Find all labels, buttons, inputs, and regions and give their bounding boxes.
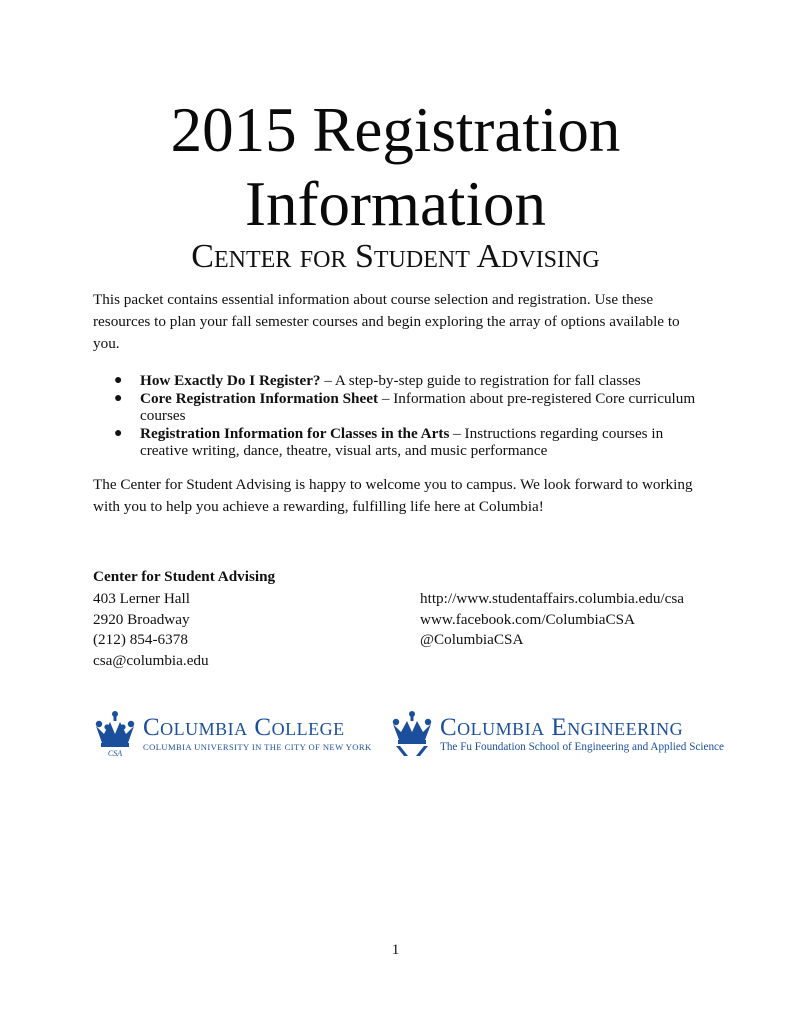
phone-number: (212) 854-6378 <box>93 631 188 648</box>
college-name: Columbia College <box>143 714 345 741</box>
columbia-engineering-logo <box>390 710 724 758</box>
title-line-2: Information <box>245 169 546 239</box>
website-link[interactable]: http://www.studentaffairs.columbia.edu/csa <box>420 590 685 607</box>
engineering-name: Columbia Engineering <box>440 713 684 741</box>
contact-heading: Center for Student Advising <box>93 568 276 585</box>
page-number: 1 <box>391 941 400 958</box>
list-item-title: Core Registration Information Sheet <box>140 390 379 407</box>
twitter-handle: @ColumbiaCSA <box>420 631 524 648</box>
engineering-subtitle: The Fu Foundation School of Engineering and Applied Science <box>440 740 724 753</box>
list-item-title: Registration Information for Classes in the Arts <box>140 425 450 442</box>
facebook-link[interactable]: www.facebook.com/ColumbiaCSA <box>420 610 635 628</box>
list-item-text: – Instructions regarding courses in creative writing, dance, theatre, visual arts, and music performance <box>140 425 664 459</box>
list-item <box>93 372 703 389</box>
document-title <box>0 93 791 241</box>
address-street: 2920 Broadway <box>93 610 190 628</box>
intro-paragraph: This packet contains essential information about course selection and registration. Use these resources to plan your fall semester courses and begin exploring the array of options available to you. <box>93 291 680 352</box>
columbia-college-logo <box>93 710 372 758</box>
bullet-icon: ● <box>114 426 123 441</box>
address-room: 403 Lerner Hall <box>93 590 190 607</box>
welcome-paragraph: The Center for Student Advising is happy to welcome you to campus. We look forward to working with you to help you achieve a rewarding, fulfilling life here at Columbia! <box>93 476 693 515</box>
contact-online <box>420 589 684 651</box>
list-item-text: – Information about pre-registered Core curriculum courses <box>140 390 696 424</box>
email-address: csa@columbia.edu <box>93 651 209 669</box>
college-subtitle: COLUMBIA UNIVERSITY IN THE CITY OF NEW YORK <box>143 742 372 752</box>
bullet-icon: ● <box>114 373 123 388</box>
document-subtitle: Center for Student Advising <box>191 238 600 275</box>
csa-mark: CSA <box>107 749 123 758</box>
contact-address <box>93 589 209 671</box>
list-item-title: How Exactly Do I Register? <box>140 372 321 389</box>
bullet-icon: ● <box>114 391 123 406</box>
list-item-text: – A step-by-step guide to registration for fall classes <box>320 372 641 389</box>
resource-list <box>93 372 703 460</box>
list-item <box>93 425 703 459</box>
title-line-1: 2015 Registration <box>170 95 621 165</box>
crown-icon <box>93 710 137 758</box>
list-item <box>93 390 703 424</box>
crown-icon <box>390 710 434 758</box>
